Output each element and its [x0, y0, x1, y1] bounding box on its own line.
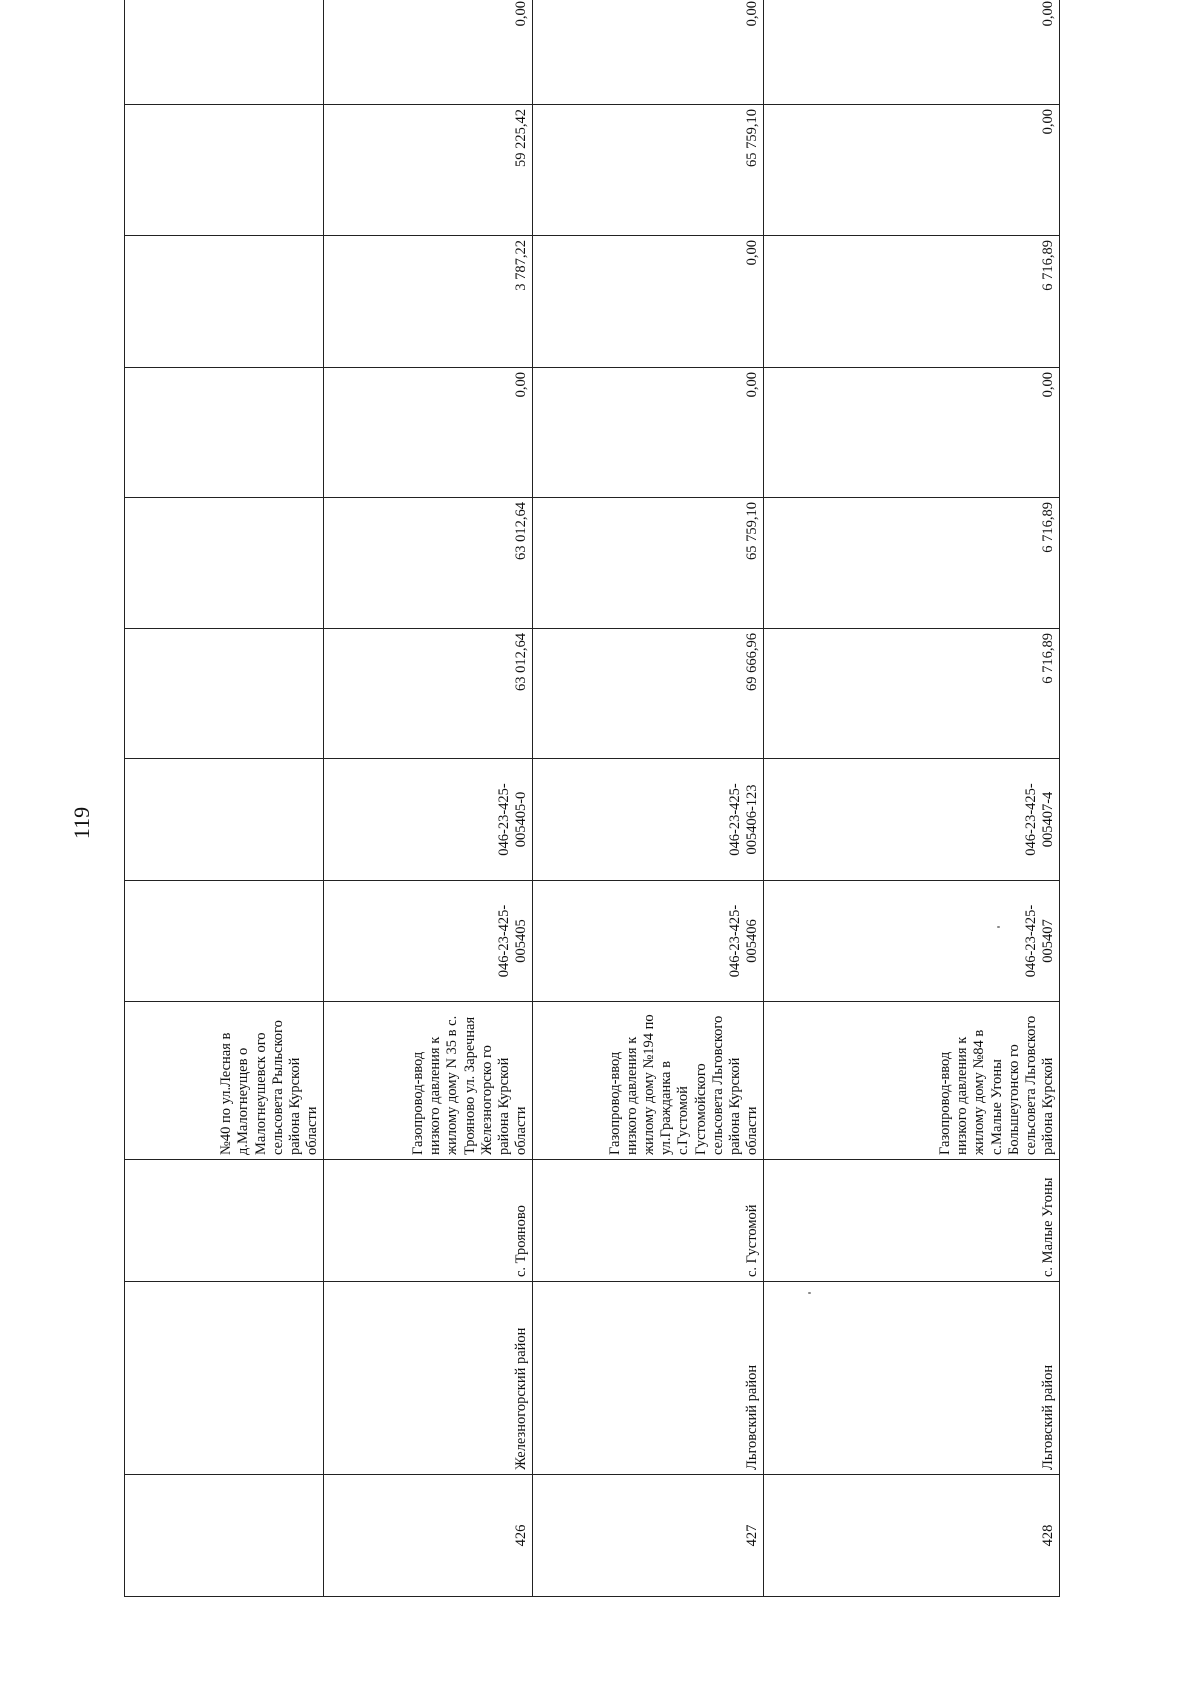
value-cell: 0,00: [324, 368, 533, 498]
table-body: [125, 0, 1060, 1597]
rotated-table-container: [124, 1, 1059, 1597]
locality-cell: с. Густомой: [533, 1160, 764, 1282]
code-cell: [125, 759, 324, 881]
value-cell: 0,00: [764, 105, 1060, 236]
value-cell: 0,00: [533, 368, 764, 498]
value-cell: 59 225,42: [324, 105, 533, 236]
index-cell: 428: [764, 1475, 1060, 1597]
value-cell: 63 012,64: [324, 629, 533, 759]
scan-speck: [997, 926, 1000, 928]
code-cell: 046-23-425-005406: [533, 881, 764, 1002]
locality-cell: [125, 1160, 324, 1282]
code-cell: 046-23-425-005406-123: [533, 759, 764, 881]
locality-cell: с. Малые Угоны: [764, 1160, 1060, 1282]
page-number: 119: [69, 806, 94, 840]
value-cell: [125, 0, 324, 105]
object-cell: Газопровод-ввод низкого давления к жилому дому №194 по ул.Гражданка в с.Густомой Густомойского сельсовета Льговского района Курской области: [533, 1002, 764, 1160]
value-cell: 3 787,22: [324, 236, 533, 368]
value-cell: 0,00: [533, 0, 764, 105]
value-cell: [125, 236, 324, 368]
district-cell: Льговский район: [764, 1282, 1060, 1475]
index-cell: 426: [324, 1475, 533, 1597]
table-row: [324, 0, 533, 1597]
value-cell: 6 716,89: [764, 629, 1060, 759]
code-cell: 046-23-425-005405: [324, 881, 533, 1002]
table-row: [533, 0, 764, 1597]
value-cell: 63 012,64: [324, 498, 533, 629]
value-cell: 0,00: [324, 0, 533, 105]
value-cell: 6 716,89: [764, 498, 1060, 629]
value-cell: 6 716,89: [764, 236, 1060, 368]
code-cell: [125, 881, 324, 1002]
object-cell: №40 по ул.Лесная в д.Малогнеущев о Малогнеушевск ого сельсовета Рыльского района Курской области: [125, 1002, 324, 1160]
value-cell: 0,00: [764, 368, 1060, 498]
value-cell: 0,00: [764, 0, 1060, 105]
scan-speck: [808, 1292, 811, 1294]
index-cell: 427: [533, 1475, 764, 1597]
data-table: [124, 0, 1060, 1597]
table-row: [125, 0, 324, 1597]
value-cell: 65 759,10: [533, 105, 764, 236]
district-cell: Льговский район: [533, 1282, 764, 1475]
district-cell: [125, 1282, 324, 1475]
code-cell: 046-23-425-005407: [764, 881, 1060, 1002]
value-cell: [125, 368, 324, 498]
index-cell: [125, 1475, 324, 1597]
code-cell: 046-23-425-005405-0: [324, 759, 533, 881]
value-cell: 69 666,96: [533, 629, 764, 759]
value-cell: [125, 498, 324, 629]
locality-cell: с. Трояново: [324, 1160, 533, 1282]
value-cell: [125, 105, 324, 236]
table-row: [764, 0, 1060, 1597]
value-cell: [125, 629, 324, 759]
value-cell: 65 759,10: [533, 498, 764, 629]
code-cell: 046-23-425-005407-4: [764, 759, 1060, 881]
object-cell: Газопровод-ввод низкого давления к жилому дому N 35 в с. Трояново ул. Заречная Железногорско го района Курской области: [324, 1002, 533, 1160]
value-cell: 0,00: [533, 236, 764, 368]
object-cell: Газопровод-ввод низкого давления к жилому дому №84 в с.Малые Угоны Большеугонско го сельсовета Льговского района Курской: [764, 1002, 1060, 1160]
district-cell: Железногорский район: [324, 1282, 533, 1475]
